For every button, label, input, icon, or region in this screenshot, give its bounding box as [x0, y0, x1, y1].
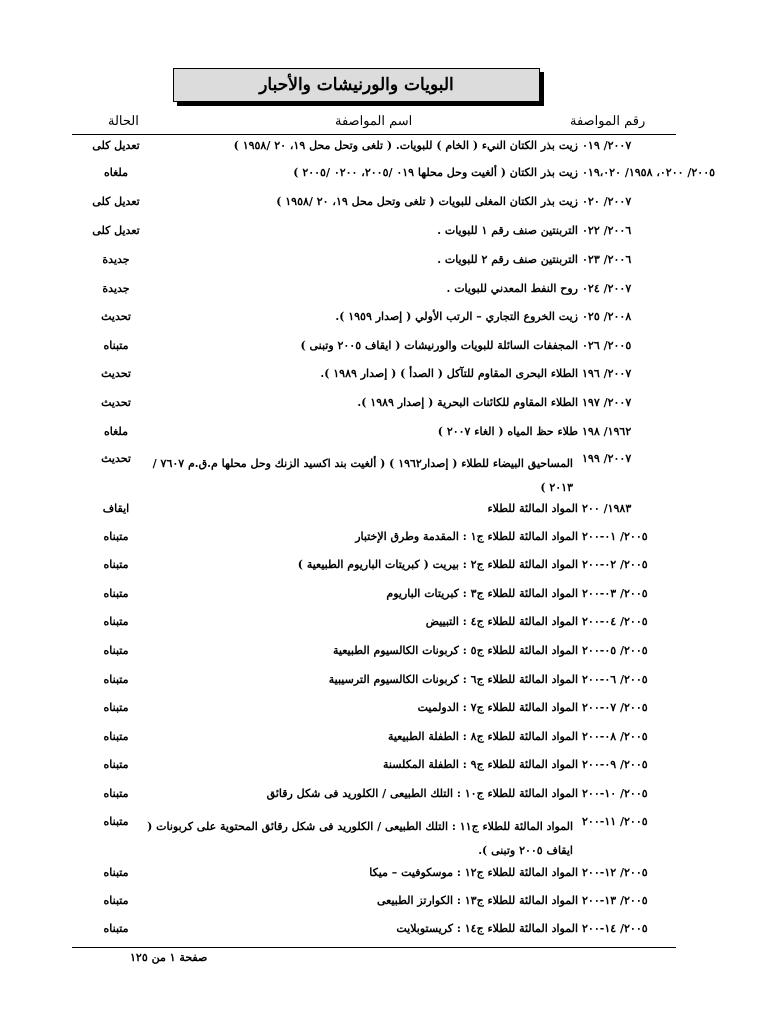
row-number: ٢٠٠٧/ ١٩٧ [582, 396, 632, 409]
row-status: تعديل كلى [92, 224, 140, 237]
row-status: تحديث [101, 367, 131, 380]
row-number: ٢٠٠٧/ ٠٢٤ [582, 282, 632, 295]
row-name: المواد المالئة للطلاء ج٥ : كربونات الكالسيوم الطبيعية [333, 644, 578, 657]
row-status: متبناه [103, 587, 129, 600]
row-name: المواد المالئة للطلاء ج٨ : الطفلة الطبيعية [387, 730, 578, 743]
row-name: المواد المالئة للطلاء ج١٢ : موسكوفيت – ميكا [369, 866, 578, 879]
row-name: المواد المالئة للطلاء ج١١ : التلك الطبيعى / الكلوريد فى شكل رقائق المحتوية على كربونات ( ايقاف ٢٠٠٥ وتبنى ). [147, 820, 573, 857]
row-number: ٢٠٠٨/ ٠٢٥ [582, 310, 632, 323]
row-status: متبناه [103, 815, 129, 828]
row-name: المواد المالئة للطلاء [487, 502, 578, 515]
row-status: ملغاه [104, 166, 128, 179]
header-name: اسم المواصفة [335, 114, 413, 129]
row-status: متبناه [103, 530, 129, 543]
row-number: ٢٠٠٥/ ٠٣-٢٠٠ [582, 587, 648, 600]
row-number: ٢٠٠٧/ ١٩٦ [582, 367, 632, 380]
row-number: ٢٠٠٥/ ١٣-٢٠٠ [582, 894, 648, 907]
row-status: متبناه [103, 730, 129, 743]
row-name: التربنتين صنف رقم ٢ للبويات . [437, 253, 578, 266]
row-number: ٢٠٠٥/ ٠٨-٢٠٠ [582, 730, 648, 743]
row-name: الطلاء البحرى المقاوم للتآكل ( الصدأ ) ( إصدار ١٩٨٩ ). [320, 367, 578, 380]
row-status: ايقاف [102, 502, 130, 515]
row-name: المواد المالئة للطلاء ج١٣ : الكوارتز الطبيعى [376, 894, 578, 907]
row-number: ٢٠٠٧/ ١٩٩ [582, 452, 632, 465]
row-status: متبناه [103, 922, 129, 935]
row-number: ٢٠٠٥/ ٠٢٦ [582, 339, 632, 352]
row-number: ٢٠٠٥/ ١٢-٢٠٠ [582, 866, 648, 879]
row-number: ٢٠٠٥/ ٠٢-٢٠٠ [582, 558, 648, 571]
row-status: تحديث [101, 396, 131, 409]
row-number: ٢٠٠٥/ ٠١-٢٠٠ [582, 530, 648, 543]
row-number: ٢٠٠٦/ ٠٢٢ [582, 224, 632, 237]
row-name: المجففات السائلة للبويات والورنيشات ( ايقاف ٢٠٠٥ وتبنى ) [300, 339, 578, 352]
row-name: المواد المالئة للطلاء ج١٠ : التلك الطبيعى / الكلوريد فى شكل رقائق [266, 787, 578, 800]
row-number: ٢٠٠٧/ ٠١٩ [582, 139, 632, 152]
row-number: ٢٠٠٥/ ٠٧-٢٠٠ [582, 701, 648, 714]
row-status: تحديث [101, 452, 131, 465]
row-name: المواد المالئة للطلاء ج٦ : كربونات الكالسيوم الترسيبية [328, 673, 578, 686]
footer-divider [72, 947, 676, 948]
row-status: تعديل كلى [92, 139, 140, 152]
row-number: ٢٠٠٥/ ٠٩-٢٠٠ [582, 758, 648, 771]
row-number: ٢٠٠٥/ ١٤-٢٠٠ [582, 922, 648, 935]
row-number: ٢٠٠٧/ ٠٢٠ [582, 195, 632, 208]
row-number: ٢٠٠٥/ ١١-٢٠٠ [582, 815, 648, 828]
row-number: ٢٠٠٥/ ١٠-٢٠٠ [582, 787, 648, 800]
row-number: ٢٠٠٥/ ٠٢٠٠، ١٩٥٨/ ٠١٩،٠٢٠ [582, 166, 716, 179]
row-name: روح النفط المعدني للبويات . [446, 282, 578, 295]
row-number: ٢٠٠٥/ ٠٦-٢٠٠ [582, 673, 648, 686]
row-status: متبناه [103, 644, 129, 657]
row-name: المواد المالئة للطلاء ج٧ : الدولميت [417, 701, 578, 714]
header-status: الحالة [108, 114, 139, 129]
row-status: جديدة [102, 282, 130, 295]
row-name: طلاء حظ المياه ( الغاء ٢٠٠٧ ) [437, 425, 578, 438]
row-status: جديدة [102, 253, 130, 266]
row-status: متبناه [103, 558, 129, 571]
page-footer: صفحة ١ من ١٢٥ [130, 951, 208, 964]
row-status: متبناه [103, 758, 129, 771]
row-name: زيت بذر الكتان المغلى للبويات ( تلغى وتحل محل ١٩، ٢٠ /١٩٥٨ ) [276, 195, 578, 208]
row-status: ملغاه [104, 425, 128, 438]
row-status: متبناه [103, 787, 129, 800]
row-number: ٢٠٠٦/ ٠٢٣ [582, 253, 632, 266]
row-name: المساحيق البيضاء للطلاء ( إصدار١٩٦٢ ) ( ألغيت بند اكسيد الزنك وحل محلها م.ق.م ٧٦٠٧ / ٢٠١٣ ) [152, 457, 573, 494]
row-status: متبناه [103, 615, 129, 628]
row-number: ١٩٨٣/ ٢٠٠ [582, 502, 632, 515]
row-status: متبناه [103, 894, 129, 907]
row-number: ٢٠٠٥/ ٠٤-٢٠٠ [582, 615, 648, 628]
row-number: ٢٠٠٥/ ٠٥-٢٠٠ [582, 644, 648, 657]
row-name: المواد المالئة للطلاء ج٤ : التبييض [425, 615, 578, 628]
row-name: المواد المالئة للطلاء ج٢ : بيريت ( كبريتات الباريوم الطبيعية ) [297, 558, 578, 571]
row-name: المواد المالئة للطلاء ج١ : المقدمة وطرق الإختبار [355, 530, 578, 543]
row-name: المواد المالئة للطلاء ج١٤ : كريستوبلايت [396, 922, 578, 935]
row-name: التربنتين صنف رقم ١ للبويات . [437, 224, 578, 237]
row-status: متبناه [103, 673, 129, 686]
row-status: تحديث [101, 310, 131, 323]
row-name: الطلاء المقاوم للكائنات البحرية ( إصدار ١٩٨٩ ). [357, 396, 578, 409]
row-status: متبناه [103, 866, 129, 879]
row-name: زيت بذر الكتان النيء ( الخام ) للبويات. ( تلغى وتحل محل ١٩، ٢٠ /١٩٥٨ ) [233, 139, 578, 152]
row-name: زيت الخروع التجاري – الرتب الأولي ( إصدار ١٩٥٩ ). [335, 310, 578, 323]
header-number: رقم المواصفة [570, 114, 646, 129]
row-name: المواد المالئة للطلاء ج٩ : الطفلة المكلسنة [383, 758, 578, 771]
page-title-text: البويات والورنيشات والأحبار [259, 75, 454, 95]
row-name: زيت بذر الكتان ( ألغيت وحل محلها ٠١٩ /٢٠٠٥، ٠٢٠٠ /٢٠٠٥ ) [293, 166, 578, 179]
row-number: ١٩٦٢/ ١٩٨ [582, 425, 632, 438]
row-status: متبناه [103, 701, 129, 714]
row-name: المواد المالئة للطلاء ج٣ : كبريتات الباريوم [386, 587, 578, 600]
row-status: تعديل كلى [92, 195, 140, 208]
row-status: متبناه [103, 339, 129, 352]
